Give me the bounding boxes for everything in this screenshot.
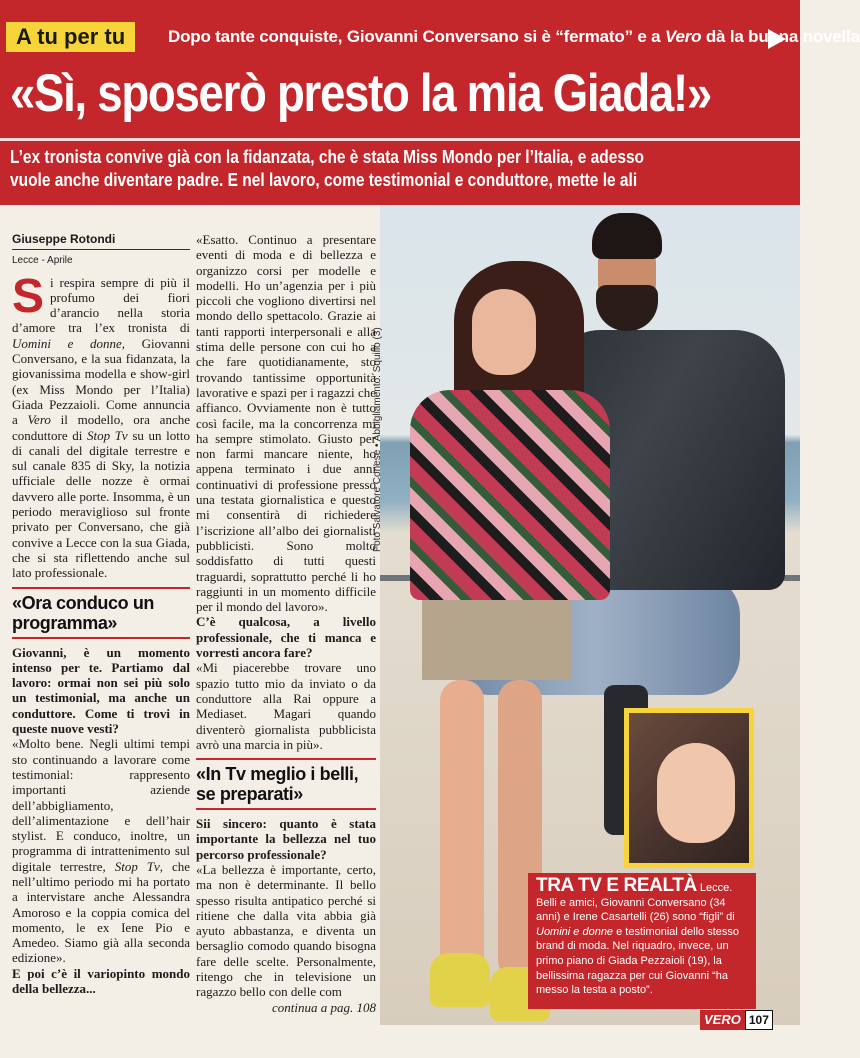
kicker: Dopo tante conquiste, Giovanni Conversano si è “fermato” e a Vero dà la buona novella — [168, 27, 860, 46]
page-badge — [700, 1010, 773, 1030]
interview-answer: «Esatto. Continuo a presentare eventi di moda e di bellezza e organizzo corsi per modelle e modelli. Ho un’agenzia per i più piccoli che vogliono divertirsi nel mondo dello spettacolo. Grazie ai tanti rapporti interpersonali e alla stima delle persone con cui ho a che fare quotidianamente, sto trovando tantissime opportunità lavorative e spazi per i ragazzi che affianco. Ovviamente non è tutto così facile, ma la concorrenza mi ha sempre stimolato. Giusto per non farmi mancare niente, ho appena terminato i due anni continuativi di professione presso una testata giornalistica e questo mi consentirà di richiedere l’iscrizione all’albo dei giornalisti pubblicisti. Sono molto soddisfatto di tutti questi traguardi, soprattutto perché li ho raggiunti in un momento difficile per il mondo del lavoro». — [196, 232, 376, 615]
interview-question: E poi c’è il variopinto mondo della bellezza... — [12, 965, 190, 997]
article-intro: Si respira sempre di più il profumo dei fiori d’arancio nella storia d’amore tra l’ex tronista di Uomini e donne, Giovanni Conversano, e la sua fidanzata, la giovanissima modella e show-girl (ex Miss Mondo per l’Italia) Giada Pezzaioli. Come annuncia a Vero il modello, ora anche conduttore di Stop Tv su un lotto di canali del digitale terrestre e sul canale 835 di Sky, la notizia ufficiale delle nozze è ormai davvero alle porte. Insomma, è un periodo meraviglioso sul fronte privato per Conversano, che già convive a Lecce con la sua Giada, che si sta riflettendo anche sul lato professionale. — [12, 269, 190, 581]
magazine-logo: VERO — [700, 1010, 745, 1030]
subheading: «In Tv meglio i belli, se preparati» — [196, 758, 376, 810]
byline-author: Giuseppe Rotondi — [12, 232, 190, 250]
section-tag: A tu per tu — [6, 22, 135, 52]
interview-answer: «La bellezza è importante, certo, ma non è determinante. Il bello spesso risulta antipatico perché si ritiene che dalla vita abbia già ayuto abbastanza, e diventa un bersaglio comodo quando bisogna fare delle scelte. Personalmente, ritengo che in televisione un ragazzo bello con delle com — [196, 861, 376, 1000]
page-number: 107 — [745, 1010, 773, 1030]
photo-figure-woman-shorts — [422, 600, 572, 680]
inset-portrait — [624, 708, 754, 868]
header-divider — [0, 138, 800, 141]
headline: «Sì, sposerò presto la mia Giada!» — [10, 64, 711, 123]
interview-question: C’è qualcosa, a livello professionale, che ti manca e vorresti ancora fare? — [196, 614, 376, 661]
photo-figure-man-hair — [592, 213, 662, 259]
photo-figure-man-beard — [596, 285, 658, 331]
photo-figure-woman-shoe — [430, 953, 490, 1007]
photo-figure-woman-top — [410, 390, 610, 600]
continued-note: continua a pag. 108 — [272, 999, 376, 1015]
article-header — [0, 0, 860, 205]
kicker-row — [0, 20, 860, 56]
triangle-right-icon — [768, 29, 786, 49]
dateline: Lecce - Aprile — [12, 255, 73, 267]
article-column-2 — [196, 232, 376, 1015]
inset-photo — [629, 713, 749, 863]
interview-question: Sii sincero: quanto è stata importante la bellezza nel tuo percorso professionale? — [196, 816, 376, 862]
interview-answer: «Molto bene. Negli ultimi tempi sto continuando a lavorare come testimonial: rappresento importanti aziende dell’abbigliamento, dell’alimentazione e dell’hair stylist. E conduco, inoltre, un programma di intrattenimento sul digitale terrestre, Stop Tv, che nell’ultimo periodo mi ha portato a intervistare anche Alessandra Amoroso e la coppia comica del momento, le ex Iene Pio e Amedeo. Siamo già alla seconda edizione». — [12, 736, 190, 966]
photo-caption: TRA TV E REALTÀ Lecce. Belli e amici, Giovanni Conversano (34 anni) e Irene Casartelli (26) sono “figli” di Uomini e donne e testimonial dello stesso brand di moda. Nel riquadro, invece, un primo piano di Giada Pezzaioli (19), la bellissima ragazza per cui Giovanni “ha messo la testa a posto”. — [528, 873, 756, 1009]
photo-credit: Foto Salvatore Conese • Abbigliamento: Squillo (3) — [372, 327, 383, 552]
photo-figure-woman-leg — [440, 680, 484, 980]
drop-cap: S — [12, 269, 45, 323]
subheading: «Ora conduco un programma» — [12, 587, 190, 639]
article-column-1 — [12, 232, 190, 996]
inset-face — [657, 743, 735, 843]
interview-answer: «Mi piacerebbe trovare uno spazio tutto mio da inviato o da conduttore alla Rai oppure a Mediaset. Magari quando diventerò giornalista pubblicista avrò una marcia in più». — [196, 660, 376, 752]
caption-title: TRA TV E REALTÀ — [536, 875, 697, 896]
interview-question: Giovanni, è un momento intenso per te. Partiamo dal lavoro: ormai non sei più solo un testimonial, ma anche un conduttore. Come ti trovi in queste nuove vesti? — [12, 644, 190, 737]
photo-figure-woman-face — [472, 289, 536, 375]
standfirst: L’ex tronista convive già con la fidanzata, che è stata Miss Mondo per l’Italia, e adesso vuole anche diventare padre. E nel lavoro, come testimonial e conduttore, mette le ali — [10, 147, 645, 190]
